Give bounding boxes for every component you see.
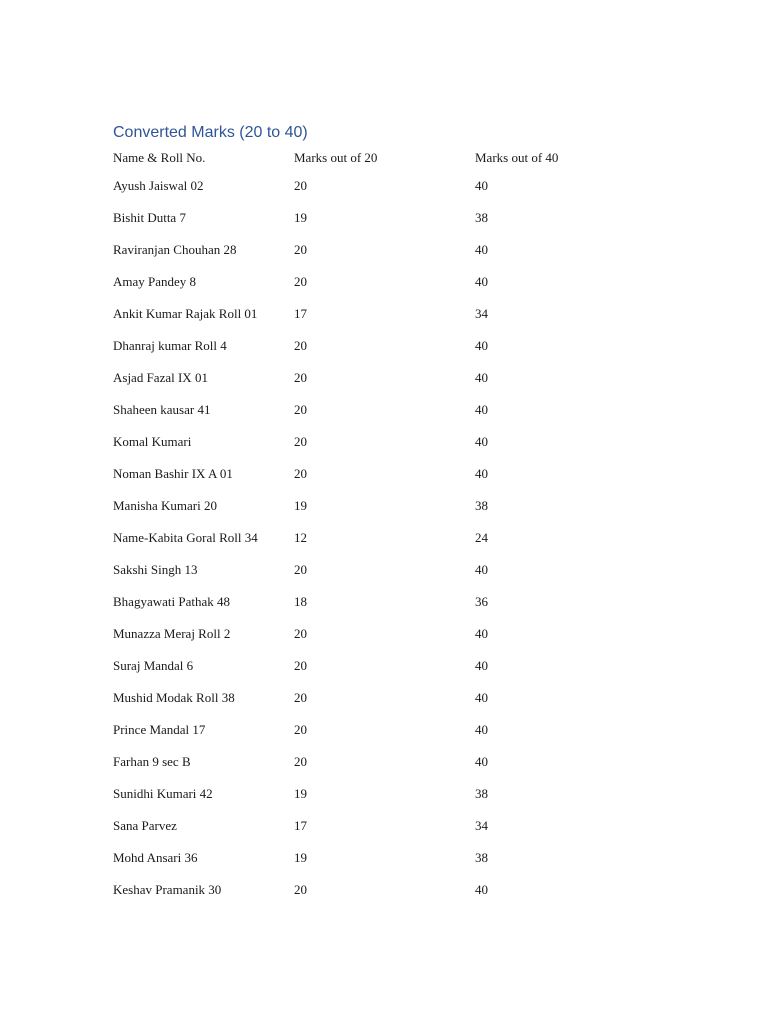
cell-marks-40: 38 bbox=[475, 786, 488, 801]
header-name-roll: Name & Roll No. bbox=[113, 150, 206, 165]
cell-marks-20: 20 bbox=[294, 402, 307, 417]
cell-marks-40: 38 bbox=[475, 850, 488, 865]
cell-name-roll: Ayush Jaiswal 02 bbox=[113, 178, 204, 193]
cell-name-roll: Noman Bashir IX A 01 bbox=[113, 466, 233, 481]
cell-marks-20: 19 bbox=[294, 210, 307, 225]
cell-name-roll: Raviranjan Chouhan 28 bbox=[113, 242, 237, 257]
cell-name-roll: Mohd Ansari 36 bbox=[113, 850, 198, 865]
table-row bbox=[113, 462, 595, 494]
cell-name-roll: Asjad Fazal IX 01 bbox=[113, 370, 208, 385]
cell-marks-20: 20 bbox=[294, 754, 307, 769]
cell-marks-40: 34 bbox=[475, 818, 488, 833]
table-row bbox=[113, 366, 595, 398]
cell-marks-40: 40 bbox=[475, 242, 488, 257]
table-body bbox=[113, 146, 595, 910]
cell-marks-20: 20 bbox=[294, 274, 307, 289]
cell-name-roll: Munazza Meraj Roll 2 bbox=[113, 626, 231, 641]
cell-marks-40: 40 bbox=[475, 434, 488, 449]
cell-name-roll: Sakshi Singh 13 bbox=[113, 562, 198, 577]
cell-marks-20: 20 bbox=[294, 242, 307, 257]
cell-name-roll: Sunidhi Kumari 42 bbox=[113, 786, 213, 801]
marks-table bbox=[113, 146, 595, 910]
table-row bbox=[113, 782, 595, 814]
cell-marks-40: 40 bbox=[475, 402, 488, 417]
cell-name-roll: Suraj Mandal 6 bbox=[113, 658, 194, 673]
cell-marks-40: 40 bbox=[475, 882, 488, 897]
cell-marks-40: 40 bbox=[475, 626, 488, 641]
table-row bbox=[113, 494, 595, 526]
table-row bbox=[113, 238, 595, 270]
cell-name-roll: Dhanraj kumar Roll 4 bbox=[113, 338, 227, 353]
cell-marks-40: 40 bbox=[475, 338, 488, 353]
cell-name-roll: Prince Mandal 17 bbox=[113, 722, 206, 737]
table-row bbox=[113, 622, 595, 654]
table-row bbox=[113, 206, 595, 238]
cell-marks-20: 20 bbox=[294, 434, 307, 449]
cell-name-roll: Bhagyawati Pathak 48 bbox=[113, 594, 230, 609]
table-header-row bbox=[113, 146, 595, 174]
cell-marks-20: 20 bbox=[294, 370, 307, 385]
cell-marks-40: 40 bbox=[475, 690, 488, 705]
cell-name-roll: Mushid Modak Roll 38 bbox=[113, 690, 235, 705]
cell-name-roll: Ankit Kumar Rajak Roll 01 bbox=[113, 306, 258, 321]
table-row bbox=[113, 878, 595, 910]
header-marks-20: Marks out of 20 bbox=[294, 150, 378, 165]
cell-marks-40: 40 bbox=[475, 274, 488, 289]
cell-name-roll: Komal Kumari bbox=[113, 434, 192, 449]
table-row bbox=[113, 302, 595, 334]
cell-name-roll: Bishit Dutta 7 bbox=[113, 210, 186, 225]
cell-name-roll: Sana Parvez bbox=[113, 818, 177, 833]
cell-name-roll: Farhan 9 sec B bbox=[113, 754, 191, 769]
table-row bbox=[113, 718, 595, 750]
cell-marks-20: 19 bbox=[294, 786, 307, 801]
cell-marks-40: 40 bbox=[475, 754, 488, 769]
cell-marks-40: 40 bbox=[475, 466, 488, 481]
table-row bbox=[113, 686, 595, 718]
table-row bbox=[113, 526, 595, 558]
header-marks-40: Marks out of 40 bbox=[475, 150, 559, 165]
table-row bbox=[113, 398, 595, 430]
cell-marks-40: 40 bbox=[475, 370, 488, 385]
cell-marks-20: 17 bbox=[294, 818, 307, 833]
cell-marks-40: 36 bbox=[475, 594, 488, 609]
table-row bbox=[113, 430, 595, 462]
cell-marks-20: 12 bbox=[294, 530, 307, 545]
cell-marks-20: 20 bbox=[294, 722, 307, 737]
cell-marks-20: 20 bbox=[294, 690, 307, 705]
cell-marks-40: 40 bbox=[475, 562, 488, 577]
cell-marks-20: 18 bbox=[294, 594, 307, 609]
cell-marks-20: 19 bbox=[294, 850, 307, 865]
cell-marks-20: 19 bbox=[294, 498, 307, 513]
cell-name-roll: Manisha Kumari 20 bbox=[113, 498, 217, 513]
cell-marks-20: 20 bbox=[294, 882, 307, 897]
table-row bbox=[113, 846, 595, 878]
table-row bbox=[113, 270, 595, 302]
cell-name-roll: Shaheen kausar 41 bbox=[113, 402, 211, 417]
document-title: Converted Marks (20 to 40) bbox=[113, 124, 308, 141]
cell-marks-20: 20 bbox=[294, 178, 307, 193]
cell-name-roll: Name-Kabita Goral Roll 34 bbox=[113, 530, 258, 545]
cell-marks-40: 38 bbox=[475, 498, 488, 513]
cell-marks-20: 20 bbox=[294, 466, 307, 481]
cell-name-roll: Keshav Pramanik 30 bbox=[113, 882, 222, 897]
cell-marks-40: 40 bbox=[475, 658, 488, 673]
table-row bbox=[113, 750, 595, 782]
cell-marks-20: 20 bbox=[294, 658, 307, 673]
cell-marks-40: 40 bbox=[475, 178, 488, 193]
table-row bbox=[113, 590, 595, 622]
cell-marks-40: 38 bbox=[475, 210, 488, 225]
table-row bbox=[113, 334, 595, 366]
table-row bbox=[113, 814, 595, 846]
cell-marks-20: 20 bbox=[294, 626, 307, 641]
table-row bbox=[113, 558, 595, 590]
cell-marks-40: 34 bbox=[475, 306, 488, 321]
table-row bbox=[113, 654, 595, 686]
cell-marks-20: 20 bbox=[294, 338, 307, 353]
cell-marks-20: 20 bbox=[294, 562, 307, 577]
cell-marks-40: 24 bbox=[475, 530, 488, 545]
cell-marks-20: 17 bbox=[294, 306, 307, 321]
table-row bbox=[113, 174, 595, 206]
cell-marks-40: 40 bbox=[475, 722, 488, 737]
cell-name-roll: Amay Pandey 8 bbox=[113, 274, 197, 289]
